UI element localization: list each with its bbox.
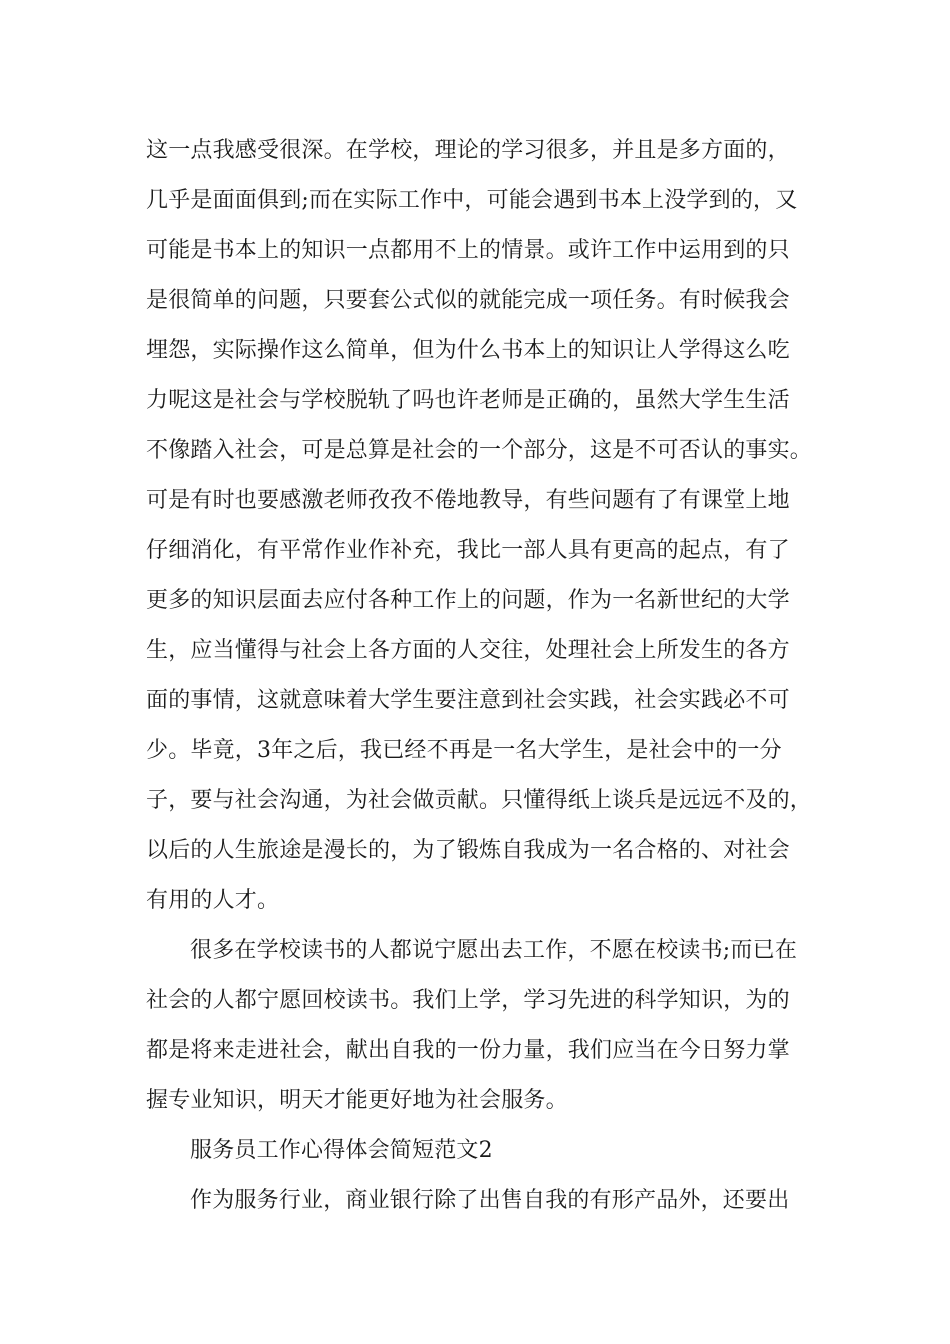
text-line: 社会的人都宁愿回校读书。我们上学，学习先进的科学知识，为的	[146, 988, 790, 1013]
section-heading: 服务员工作心得体会简短范文2	[190, 1138, 493, 1163]
text-line: 很多在学校读书的人都说宁愿出去工作，不愿在校读书;而已在	[190, 938, 798, 963]
text-line: 有用的人才。	[146, 888, 280, 913]
text-line: 生，应当懂得与社会上各方面的人交往，处理社会上所发生的各方	[146, 638, 790, 663]
text-line: 面的事情，这就意味着大学生要注意到社会实践，社会实践必不可	[146, 688, 790, 713]
text-line: 仔细消化，有平常作业作补充，我比一部人具有更高的起点，有了	[146, 538, 790, 563]
text-line: 更多的知识层面去应付各种工作上的问题，作为一名新世纪的大学	[146, 588, 790, 613]
paragraph-2	[146, 926, 826, 1126]
text-line: 子，要与社会沟通，为社会做贡献。只懂得纸上谈兵是远远不及的，	[146, 788, 813, 813]
paragraph-3	[146, 1176, 826, 1226]
text-line: 握专业知识，明天才能更好地为社会服务。	[146, 1088, 568, 1113]
text-line: 几乎是面面俱到;而在实际工作中，可能会遇到书本上没学到的，又	[146, 188, 798, 213]
paragraph-1	[146, 126, 826, 926]
text-line: 少。毕竟，3年之后，我已经不再是一名大学生，是社会中的一分	[146, 738, 782, 763]
text-line: 可能是书本上的知识一点都用不上的情景。或许工作中运用到的只	[146, 238, 790, 263]
document-body	[146, 126, 826, 1226]
text-line: 是很简单的问题，只要套公式似的就能完成一项任务。有时候我会	[146, 288, 790, 313]
text-line: 以后的人生旅途是漫长的，为了锻炼自我成为一名合格的、对社会	[146, 838, 790, 863]
text-line: 埋怨，实际操作这么简单，但为什么书本上的知识让人学得这么吃	[146, 338, 790, 363]
text-line: 作为服务行业，商业银行除了出售自我的有形产品外，还要出	[190, 1188, 790, 1213]
text-line: 不像踏入社会，可是总算是社会的一个部分，这是不可否认的事实。	[146, 438, 813, 463]
text-line: 这一点我感受很深。在学校，理论的学习很多，并且是多方面的，	[146, 138, 790, 163]
text-line: 都是将来走进社会，献出自我的一份力量，我们应当在今日努力掌	[146, 1038, 790, 1063]
text-line: 力呢这是社会与学校脱轨了吗也许老师是正确的，虽然大学生生活	[146, 388, 790, 413]
text-line: 可是有时也要感激老师孜孜不倦地教导，有些问题有了有课堂上地	[146, 488, 790, 513]
